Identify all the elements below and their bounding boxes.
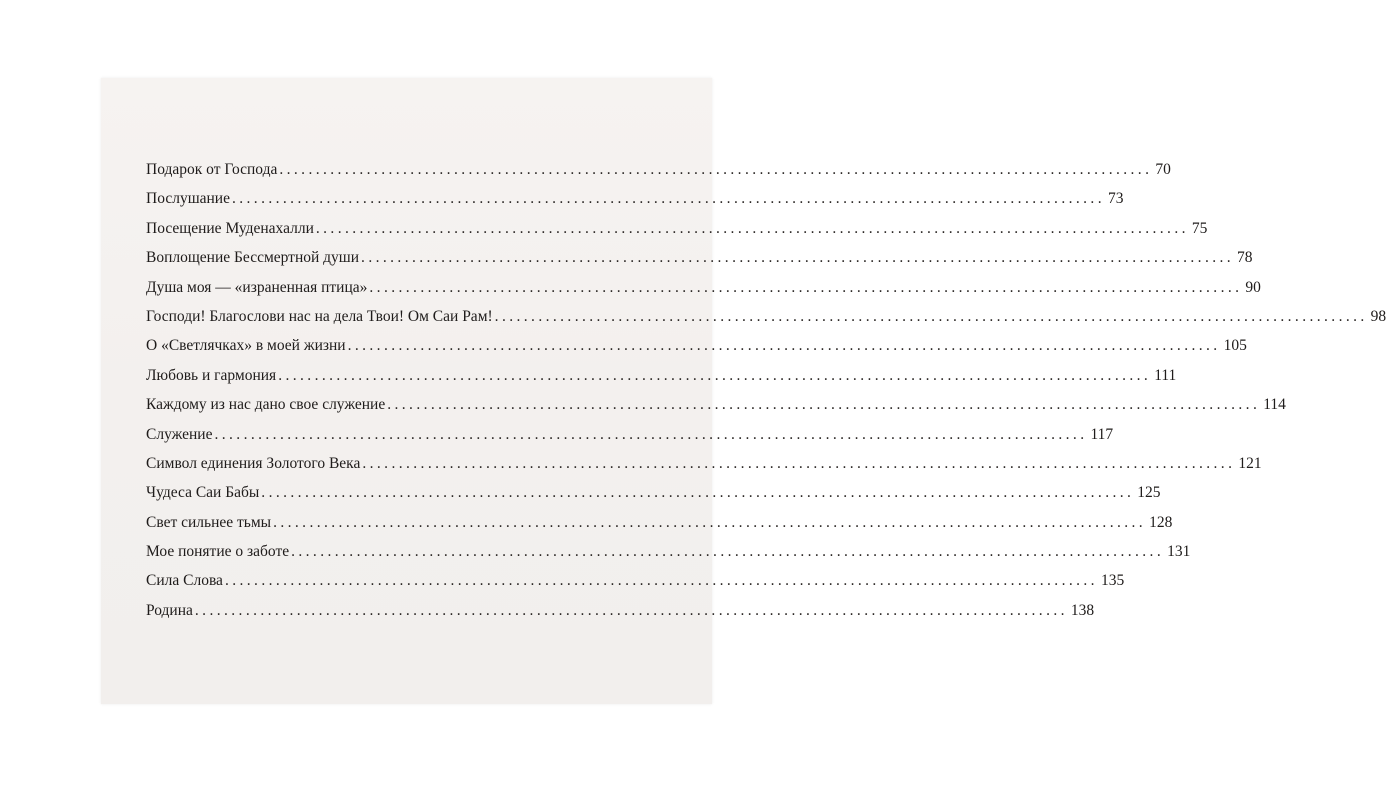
toc-entry: [146, 336, 1247, 365]
toc-entry: [146, 601, 1095, 630]
toc-leader-dots: ........................................................................................................................: [273, 513, 1147, 531]
toc-entry: [146, 366, 1177, 395]
toc-entry: [146, 571, 1125, 600]
toc-entry-title: Чудеса Саи Бабы: [146, 484, 260, 502]
toc-leader-dots: ........................................................................................................................: [494, 307, 1368, 325]
toc-entry-title: Свет сильнее тьмы: [146, 513, 272, 531]
toc-entry: [146, 395, 1286, 424]
table-of-contents: [146, 160, 1386, 630]
toc-entry-title: Воплощение Бессмертной души: [146, 249, 360, 267]
toc-entry: [146, 513, 1173, 542]
toc-leader-dots: ........................................................................................................................: [361, 249, 1235, 267]
toc-leader-dots: ........................................................................................................................: [315, 219, 1189, 237]
toc-entry: [146, 307, 1386, 336]
toc-entry-page: 105: [1223, 337, 1247, 355]
toc-entry-page: 125: [1137, 484, 1161, 502]
toc-entry: [146, 219, 1208, 248]
toc-leader-dots: ........................................................................................................................: [362, 454, 1236, 472]
toc-leader-dots: ........................................................................................................................: [279, 161, 1153, 178]
toc-entry-title: Служение: [146, 425, 213, 443]
toc-entry-title: Мое понятие о заботе: [146, 543, 290, 561]
toc-leader-dots: ........................................................................................................................: [261, 484, 1135, 502]
toc-leader-dots: ........................................................................................................................: [369, 278, 1243, 296]
toc-entry-page: 128: [1149, 513, 1173, 531]
toc-entry: [146, 483, 1161, 512]
toc-entry-title: Сила Слова: [146, 572, 223, 590]
toc-entry-page: 90: [1245, 278, 1261, 296]
toc-entry-title: Любовь и гармония: [146, 366, 277, 384]
toc-leader-dots: ........................................................................................................................: [231, 190, 1105, 208]
toc-entry-title: Посещение Муденахалли: [146, 219, 314, 237]
toc-entry-page: 135: [1100, 572, 1125, 590]
toc-leader-dots: ........................................................................................................................: [214, 425, 1088, 443]
toc-entry-page: 75: [1191, 219, 1208, 237]
toc-leader-dots: ........................................................................................................................: [224, 572, 1098, 590]
toc-entry-title: Душа моя — «израненная птица»: [146, 278, 368, 296]
toc-leader-dots: ........................................................................................................................: [387, 396, 1261, 414]
toc-entry: [146, 278, 1261, 307]
toc-entry: [146, 425, 1114, 454]
toc-leader-dots: ........................................................................................................................: [194, 601, 1068, 619]
toc-entry-title: Родина: [146, 601, 193, 619]
toc-entry: [146, 454, 1262, 483]
toc-entry-title: Господи! Благослови нас на дела Твои! Ом Саи Рам!: [146, 307, 493, 325]
toc-entry-page: 73: [1107, 190, 1124, 208]
toc-entry-page: 131: [1167, 543, 1191, 561]
toc-leader-dots: ........................................................................................................................: [291, 543, 1165, 561]
toc-entry: [146, 248, 1253, 277]
toc-entry-page: 138: [1070, 601, 1095, 619]
book-page: [101, 78, 1386, 704]
toc-entry-page: 98: [1370, 307, 1386, 325]
toc-entry-page: 121: [1238, 454, 1262, 472]
toc-entry: [146, 189, 1124, 218]
toc-entry-page: 111: [1154, 366, 1177, 384]
toc-entry-page: 70: [1155, 161, 1171, 178]
toc-entry-page: 114: [1263, 396, 1286, 414]
toc-leader-dots: ........................................................................................................................: [347, 337, 1221, 355]
toc-entry-title: Каждому из нас дано свое служение: [146, 396, 386, 414]
toc-entry-page: 78: [1237, 249, 1253, 267]
toc-entry-page: 117: [1090, 425, 1114, 443]
toc-entry-title: О «Светлячках» в моей жизни: [146, 337, 346, 355]
toc-entry: [146, 542, 1191, 571]
toc-leader-dots: ........................................................................................................................: [278, 366, 1152, 384]
toc-entry-title: Послушание: [146, 190, 230, 208]
toc-entry-title: Символ единения Золотого Века: [146, 454, 361, 472]
toc-entry-title: Подарок от Господа: [146, 161, 278, 178]
toc-entry: [146, 160, 1171, 189]
